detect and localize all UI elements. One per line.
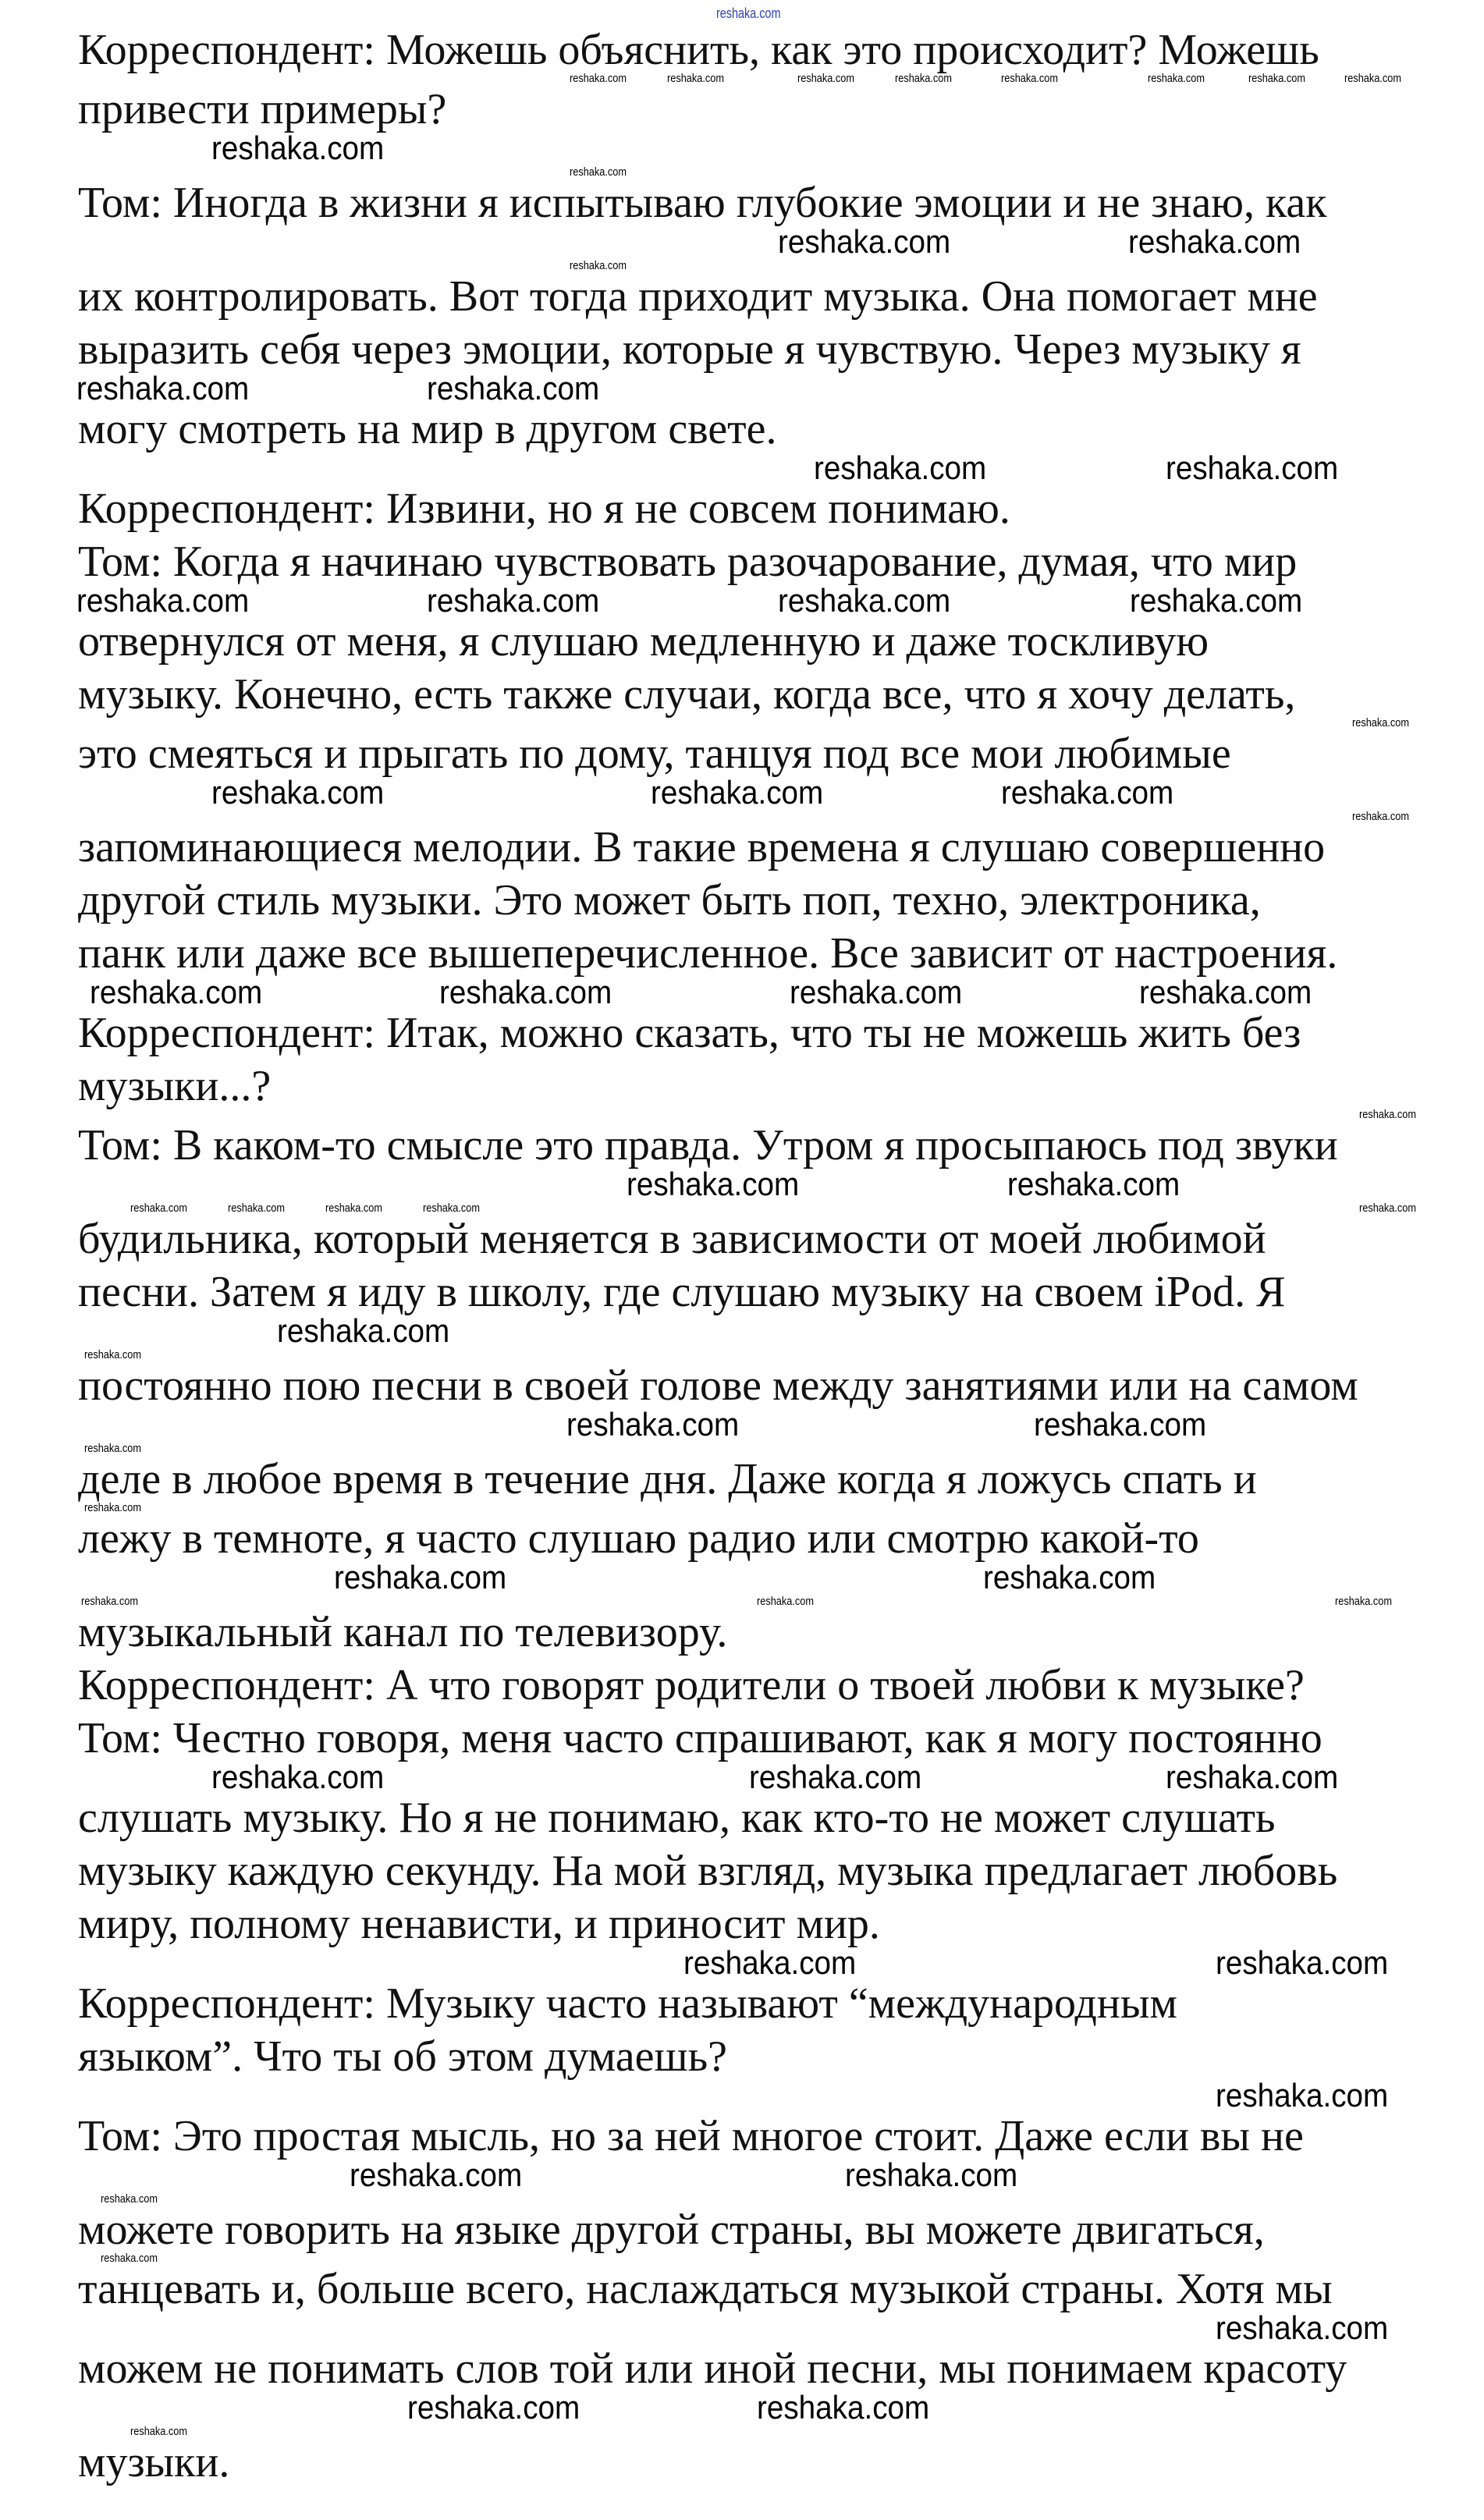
- watermark-row: [0, 2156, 1484, 2193]
- watermark-row: [0, 1944, 1484, 1981]
- text-line: слушать музыку. Но я не понимаю, как кто-то не может слушать: [78, 1794, 1276, 1842]
- text-line: Корреспондент: Музыку часто называют “международным: [78, 1979, 1177, 2028]
- text-line: песни. Затем я иду в школу, где слушаю музыку на своем iPod. Я: [78, 1268, 1286, 1316]
- watermark: reshaka.com: [756, 1595, 814, 1608]
- watermark: reshaka.com: [423, 1201, 481, 1215]
- line-gap: [0, 2158, 1484, 2208]
- text-line: их контролировать. Вот тогда приходит музыка. Она помогает мне: [78, 272, 1318, 321]
- watermark: reshaka.com: [1248, 72, 1305, 85]
- watermark-row: [0, 132, 1484, 166]
- watermark-row: [0, 449, 1484, 486]
- watermark: reshaka.com: [101, 2252, 158, 2265]
- watermark: reshaka.com: [778, 223, 951, 260]
- watermark: reshaka.com: [1352, 716, 1410, 729]
- line-gap: [0, 2390, 1484, 2440]
- text-line: будильника, который меняется в зависимости от моей любимой: [78, 1215, 1266, 1263]
- line-gap: [0, 1760, 1484, 1796]
- text-line: запоминающиеся мелодии. В такие времена я слушаю совершенно: [78, 823, 1326, 871]
- text-line: привести примеры?: [78, 85, 447, 133]
- watermark: reshaka.com: [1352, 810, 1410, 823]
- text-line: Корреспондент: Можешь объяснить, как это происходит? Можешь: [78, 26, 1319, 74]
- watermark: reshaka.com: [683, 1944, 857, 1981]
- text-line: музыку каждую секунду. На мой взгляд, музыка предлагает любовь: [78, 1847, 1338, 1895]
- text-line: Том: В каком-то смысле это правда. Утром я просыпаюсь под звуки: [78, 1121, 1338, 1169]
- watermark: reshaka.com: [895, 72, 953, 85]
- watermark: reshaka.com: [1007, 1166, 1180, 1202]
- watermark: reshaka.com: [1165, 449, 1338, 486]
- watermark-row: [0, 2391, 1484, 2426]
- text-line: могу смотреть на мир в другом свете.: [78, 405, 777, 453]
- watermark: reshaka.com: [84, 1501, 142, 1514]
- watermark: reshaka.com: [1139, 974, 1312, 1010]
- text-line: это смеяться и прыгать по дому, танцуя под все мои любимые: [78, 729, 1231, 778]
- watermark: reshaka.com: [1000, 774, 1174, 811]
- text-line: танцевать и, больше всего, наслаждаться музыкой страны. Хотя мы: [78, 2265, 1333, 2313]
- watermark: reshaka.com: [627, 1166, 800, 1202]
- watermark: reshaka.com: [211, 130, 385, 166]
- line-gap: [0, 776, 1484, 825]
- text-line: музыкальный канал по телевизору.: [78, 1608, 728, 1656]
- watermark: reshaka.com: [407, 2389, 580, 2426]
- text-line: деле в любое время в течение дня. Даже когда я ложусь спать и: [78, 1455, 1257, 1503]
- text-line: Том: Иногда в жизни я испытываю глубокие эмоции и не знаю, как: [78, 179, 1327, 227]
- text-line: Корреспондент: Извини, но я не совсем понимаю.: [78, 484, 1010, 533]
- line-gap: [0, 1560, 1484, 1610]
- watermark-row: [0, 225, 1484, 260]
- line-gap: [0, 1407, 1484, 1457]
- text-line: другой стиль музыки. Это может быть поп, техно, электроника,: [78, 876, 1261, 925]
- watermark: reshaka.com: [1216, 1944, 1389, 1981]
- watermark: reshaka.com: [130, 2425, 187, 2438]
- watermark: reshaka.com: [797, 72, 855, 85]
- watermark: reshaka.com: [814, 449, 987, 486]
- watermark: reshaka.com: [89, 974, 262, 1010]
- text-line: Том: Когда я начинаю чувствовать разочарование, думая, что мир: [78, 538, 1298, 586]
- watermark: reshaka.com: [1165, 1759, 1338, 1795]
- text-line: музыки.: [78, 2438, 230, 2486]
- line-gap: [0, 1946, 1484, 1982]
- watermark: reshaka.com: [566, 1406, 740, 1443]
- watermark: reshaka.com: [844, 2156, 1017, 2193]
- watermark: reshaka.com: [439, 974, 612, 1010]
- watermark-row: [0, 2079, 1484, 2114]
- watermark-row: [0, 1561, 1484, 1595]
- line-gap: [0, 131, 1484, 181]
- watermark: reshaka.com: [228, 1201, 286, 1215]
- watermark: reshaka.com: [211, 774, 385, 811]
- line-gap: [0, 2311, 1484, 2347]
- text-line: миру, полному ненависти, и приносит мир.: [78, 1900, 880, 1948]
- text-line: выразить себя через эмоции, которые я чувствую. Через музыку я: [78, 325, 1301, 374]
- text-line: постоянно пою песни в своей голове между занятиями или на самом: [78, 1361, 1358, 1410]
- watermark: reshaka.com: [1129, 582, 1302, 619]
- text-line: Том: Это простая мысль, но за ней многое стоит. Даже если вы не: [78, 2112, 1304, 2160]
- watermark: reshaka.com: [333, 1559, 506, 1595]
- watermark-row: [0, 1168, 1484, 1202]
- watermark-row: [0, 2309, 1484, 2346]
- text-line: Том: Честно говоря, меня часто спрашивают, как я могу постоянно: [78, 1714, 1322, 1762]
- watermark: reshaka.com: [1127, 223, 1301, 260]
- watermark-row: [0, 976, 1484, 1010]
- line-gap: [0, 451, 1484, 487]
- watermark: reshaka.com: [426, 370, 599, 406]
- line-gap: [0, 1167, 1484, 1217]
- watermark: reshaka.com: [130, 1201, 187, 1215]
- watermark: reshaka.com: [1344, 72, 1402, 85]
- text-line: Корреспондент: Итак, можно сказать, что ты не можешь жить без: [78, 1009, 1301, 1057]
- watermark: reshaka.com: [84, 1442, 142, 1455]
- line-gap: [0, 975, 1484, 1011]
- watermark: reshaka.com: [211, 1759, 385, 1795]
- text-line: панк или даже все вышеперечисленное. Все зависит от настроения.: [78, 929, 1338, 978]
- watermark: reshaka.com: [748, 1759, 921, 1795]
- watermark: reshaka.com: [715, 5, 781, 21]
- watermark: reshaka.com: [570, 165, 627, 179]
- watermark-row: [0, 1408, 1484, 1443]
- line-gap: [0, 225, 1484, 275]
- watermark: reshaka.com: [756, 2389, 930, 2426]
- line-gap: [0, 2078, 1484, 2114]
- text-line: музыку. Конечно, есть также случаи, когда все, что я хочу делать,: [78, 670, 1296, 719]
- text-line: можем не понимать слов той или иной песни, мы понимаем красоту: [78, 2344, 1347, 2393]
- watermark-row: [0, 1312, 1484, 1349]
- watermark: reshaka.com: [778, 582, 951, 619]
- watermark: reshaka.com: [789, 974, 962, 1010]
- line-gap: [0, 371, 1484, 407]
- watermark: reshaka.com: [276, 1312, 449, 1349]
- watermark: reshaka.com: [1358, 1108, 1416, 1121]
- watermark: reshaka.com: [350, 2156, 523, 2193]
- watermark: reshaka.com: [1147, 72, 1205, 85]
- watermark: reshaka.com: [570, 72, 627, 85]
- text-line: лежу в темноте, я часто слушаю радио или смотрю какой-то: [78, 1514, 1199, 1563]
- watermark-row: [0, 584, 1484, 619]
- text-line: музыки...?: [78, 1062, 272, 1110]
- line-gap: [0, 1314, 1484, 1364]
- watermark: reshaka.com: [325, 1201, 383, 1215]
- watermark: reshaka.com: [101, 2192, 158, 2206]
- watermark: reshaka.com: [1334, 1595, 1392, 1608]
- watermark: reshaka.com: [651, 774, 824, 811]
- watermark: reshaka.com: [81, 1595, 139, 1608]
- watermark: reshaka.com: [1000, 72, 1058, 85]
- watermark: reshaka.com: [982, 1559, 1156, 1595]
- watermark-row: [0, 372, 1484, 406]
- watermark: reshaka.com: [1358, 1201, 1416, 1215]
- watermark: reshaka.com: [84, 1348, 142, 1361]
- watermark: reshaka.com: [667, 72, 725, 85]
- watermark-row: [0, 1761, 1484, 1795]
- text-line: Корреспондент: А что говорят родители о твоей любви к музыке?: [78, 1661, 1305, 1709]
- watermark: reshaka.com: [76, 370, 250, 406]
- text-line: языком”. Что ты об этом думаешь?: [78, 2032, 727, 2081]
- text-line: можете говорить на языке другой страны, вы можете двигаться,: [78, 2206, 1265, 2254]
- watermark: reshaka.com: [570, 259, 627, 272]
- watermark: reshaka.com: [1033, 1406, 1206, 1443]
- watermark: reshaka.com: [1216, 2077, 1389, 2114]
- line-gap: [0, 584, 1484, 619]
- watermark: reshaka.com: [76, 582, 250, 619]
- text-line: отвернулся от меня, я слушаю медленную и даже тоскливую: [78, 617, 1209, 665]
- watermark: reshaka.com: [426, 582, 599, 619]
- watermark-row: [0, 776, 1484, 811]
- watermark: reshaka.com: [1216, 2309, 1389, 2346]
